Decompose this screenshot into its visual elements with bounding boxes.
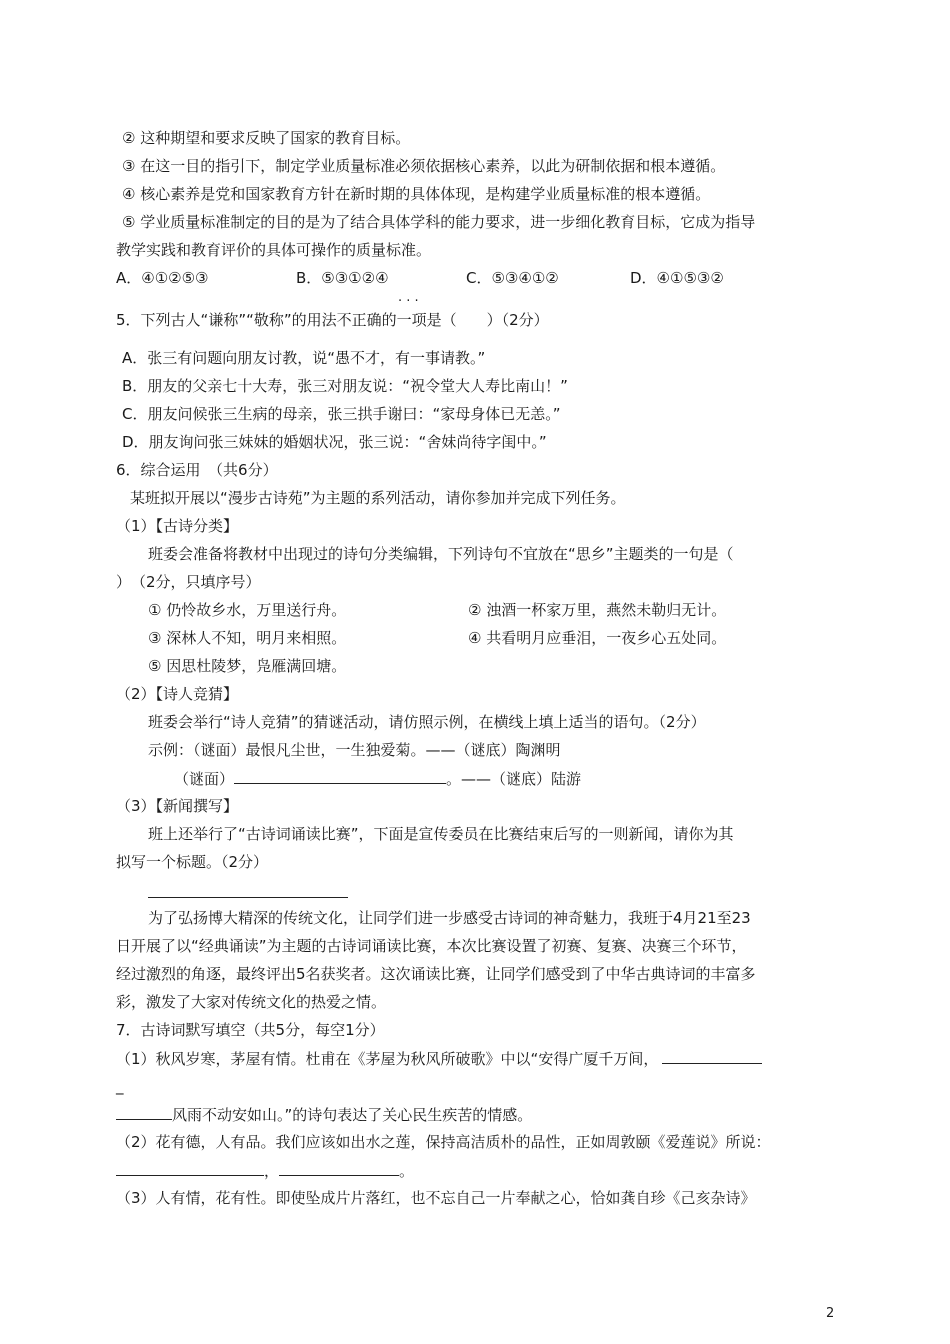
q6-part2-heading: （2）【诗人竞猜】 — [116, 685, 239, 703]
q6-part3-heading: （3）【新闻撰写】 — [116, 797, 239, 815]
q6-part2-example: 示例：（谜面）最恨凡尘世，一生独爱菊。——（谜底）陶渊明 — [148, 741, 561, 759]
q7-blank-2[interactable] — [116, 1160, 264, 1176]
q4-item-5-cont: 教学实践和教育评价的具体可操作的质量标准。 — [116, 241, 432, 259]
news-line-4: 彩，激发了大家对传统文化的热爱之情。 — [116, 993, 387, 1011]
q6-title: 6．综合运用 （共6分） — [116, 461, 278, 479]
q6-part3-prompt-cont: 拟写一个标题。（2分） — [116, 853, 269, 871]
q7-part1-line1 — [116, 1048, 762, 1069]
q4-item-2: ② 这种期望和要求反映了国家的教育目标。 — [122, 129, 411, 147]
q7-blank-1-cont[interactable] — [116, 1104, 172, 1120]
q5-stem: 5．下列古人“谦称”“敬称”的用法不正确的一项是（ ）（2分） — [116, 311, 549, 329]
poem-2: ② 浊酒一杯家万里，燕然未勒归无计。 — [468, 601, 727, 619]
q4-option-d: D．④①⑤③② — [630, 269, 724, 287]
q7-part1-line3 — [116, 1104, 532, 1125]
news-line-3: 经过激烈的角逐，最终评出5名获奖者。这次诵读比赛，让同学们感受到了中华古典诗词的丰富多 — [116, 965, 756, 983]
q7-period: 。 — [399, 1162, 415, 1180]
q4-option-c: C．⑤③④①② — [466, 269, 559, 287]
q7-part2-blanks — [116, 1160, 414, 1181]
q7-comma: ， — [264, 1162, 280, 1180]
q6-part3-prompt: 班上还举行了“古诗词诵读比赛”，下面是宣传委员在比赛结束后写的一则新闻，请你为其 — [148, 825, 734, 843]
q4-option-a: A．④①②⑤③ — [116, 269, 209, 287]
q4-options — [116, 268, 756, 290]
q7-blank-3[interactable] — [279, 1160, 399, 1176]
riddle-suffix: 。——（谜底）陆游 — [446, 770, 582, 788]
q5-option-d: D．朋友询问张三妹妹的婚姻状况，张三说：“舍妹尚待字闺中。” — [122, 433, 547, 451]
q6-part2-prompt: 班委会举行“诗人竞猜”的猜谜活动，请仿照示例，在横线上填上适当的语句。（2分） — [148, 713, 706, 731]
poem-5: ⑤ 因思杜陵梦，凫雁满回塘。 — [148, 657, 347, 675]
q6-part1-prompt: 班委会准备将教材中出现过的诗句分类编辑，下列诗句不宜放在“思乡”主题类的一句是（ — [148, 545, 734, 563]
q5-option-b: B．朋友的父亲七十大寿，张三对朋友说：“祝令堂大人寿比南山！” — [122, 377, 568, 395]
q4-item-5: ⑤ 学业质量标准制定的目的是为了结合具体学科的能力要求，进一步细化教育目标，它成为指导 — [122, 213, 756, 231]
q7-part1-text-2: 风雨不动安如山。”的诗句表达了关心民生疾苦的情感。 — [172, 1106, 533, 1124]
q5-emphasis-dots: · · · — [398, 294, 419, 309]
q7-part2-line1: （2）花有德，人有品。我们应该如出水之莲，保持高洁质朴的品性，正如周敦颐《爱莲说》所说： — [116, 1133, 771, 1151]
poem-4: ④ 共看明月应垂泪，一夜乡心五处同。 — [468, 629, 727, 647]
q4-item-3: ③ 在这一目的指引下，制定学业质量标准必须依据核心素养，以此为研制依据和根本遵循。 — [122, 157, 726, 175]
q5-option-a: A．张三有问题向朋友讨教，说“愚不才，有一事请教。” — [122, 349, 486, 367]
poem-1: ① 仍怜故乡水，万里送行舟。 — [148, 601, 347, 619]
poem-3: ③ 深林人不知，明月来相照。 — [148, 629, 347, 647]
q4-option-b: B．⑤③①②④ — [296, 269, 389, 287]
q6-intro: 某班拟开展以“漫步古诗苑”为主题的系列活动，请你参加并完成下列任务。 — [130, 489, 626, 507]
q7-part1-text: （1）秋风岁寒，茅屋有情。杜甫在《茅屋为秋风所破歌》中以“安得广厦千万间， — [116, 1050, 659, 1068]
q5-option-c: C．朋友问候张三生病的母亲，张三拱手谢曰：“家母身体已无恙。” — [122, 405, 561, 423]
headline-blank[interactable] — [148, 897, 348, 898]
q4-item-4: ④ 核心素养是党和国家教育方针在新时期的具体体现，是构建学业质量标准的根本遵循。 — [122, 185, 711, 203]
q7-title: 7．古诗词默写填空（共5分，每空1分） — [116, 1021, 385, 1039]
news-line-1: 为了弘扬博大精深的传统文化，让同学们进一步感受古诗词的神奇魅力，我班于4月21至23 — [148, 909, 751, 927]
page-number: 2 — [826, 1306, 835, 1321]
q7-part1-dash: _ — [116, 1077, 124, 1095]
q6-part1-prompt-cont: ） （2分，只填序号） — [116, 573, 261, 591]
q7-blank-1[interactable] — [662, 1048, 762, 1064]
q6-part1-heading: （1）【古诗分类】 — [116, 517, 239, 535]
news-line-2: 日开展了以“经典诵读”为主题的古诗词诵读比赛，本次比赛设置了初赛、复赛、决赛三个环节， — [116, 937, 747, 955]
riddle-blank[interactable] — [234, 768, 446, 784]
q7-part3-line1: （3）人有情，花有性。即使坠成片片落红，也不忘自己一片奉献之心，恰如龚自珍《己亥杂诗》 — [116, 1189, 756, 1207]
riddle-prefix: （谜面） — [174, 770, 235, 788]
q6-part2-answer-line — [174, 768, 581, 789]
